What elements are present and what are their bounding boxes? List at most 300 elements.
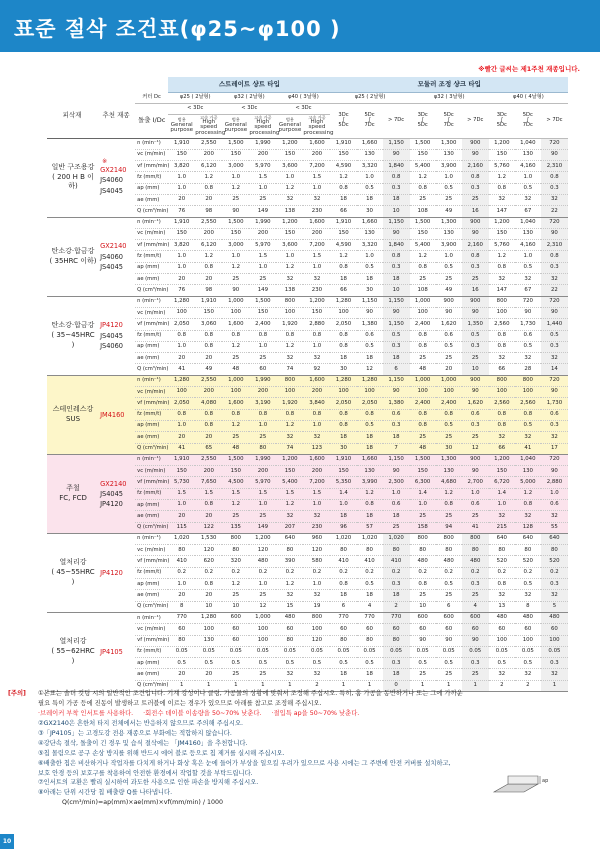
table-cell: 18: [383, 590, 410, 601]
table-cell: 18: [357, 194, 383, 205]
material-line: 주철: [66, 484, 80, 493]
table-cell: 100: [168, 387, 195, 398]
table-cell: 1,840: [383, 240, 410, 251]
table-cell: 100: [489, 307, 515, 318]
param-label: vf (mm/min): [135, 240, 168, 251]
table-cell: 0.05: [462, 646, 489, 657]
table-cell: 1,500: [249, 296, 276, 307]
table-cell: 0.5: [168, 658, 195, 669]
table-cell: 0.3: [541, 579, 568, 590]
table-cell: 32: [515, 669, 541, 680]
param-label: n (min⁻¹): [135, 533, 168, 544]
table-cell: 900: [462, 375, 489, 386]
table-cell: 25: [462, 511, 489, 522]
table-cell: 600: [222, 612, 249, 623]
recommended-grades: [97, 454, 135, 533]
grade-name: JM4160: [100, 410, 125, 419]
param-label: Q (cm³/min): [135, 206, 168, 217]
table-cell: 25: [436, 274, 462, 285]
table-cell: 800: [436, 533, 462, 544]
table-cell: 25: [222, 669, 249, 680]
param-label: Q (cm³/min): [135, 443, 168, 454]
table-cell: 5,970: [249, 161, 276, 172]
table-cell: 130: [515, 466, 541, 477]
table-cell: 150: [330, 466, 356, 477]
note-1: ①본표는 솔더 컷팅 시의 일반적인 조건입니다. 기계 강성이나 클링, 가공물의 상황에 맞춰서 조정해 주십시오. 특히, 홈 가공을 동반하거나 또는 그에 가까운: [38, 690, 463, 697]
table-cell: 200: [249, 466, 276, 477]
header-sub-ko: 고속 가공: [308, 114, 326, 120]
table-cell: 25: [410, 353, 436, 364]
table-cell: 32: [276, 194, 303, 205]
table-cell: 67: [515, 285, 541, 296]
table-cell: 18: [383, 194, 410, 205]
table-cell: 1.0: [168, 500, 195, 511]
material-line: 탄소강·합금강: [51, 321, 95, 329]
table-cell: 100: [489, 635, 515, 646]
table-cell: 1.0: [222, 251, 249, 262]
table-cell: 32: [515, 194, 541, 205]
table-cell: 200: [195, 149, 222, 160]
header-sub-en: High speed processing: [195, 118, 226, 136]
table-cell: 10: [195, 601, 222, 612]
table-cell: 0.3: [383, 579, 410, 590]
ld-text: 5Dc: [443, 111, 454, 118]
table-cell: 1.0: [222, 172, 249, 183]
table-cell: 55: [541, 522, 568, 533]
table-cell: 1: [541, 680, 568, 691]
table-cell: 32: [515, 432, 541, 443]
table-cell: 18: [357, 443, 383, 454]
table-cell: 1.0: [462, 488, 489, 499]
table-cell: 1,910: [330, 454, 356, 465]
table-cell: 0.5: [222, 658, 249, 669]
table-cell: 25: [249, 432, 276, 443]
table-cell: 25: [410, 274, 436, 285]
table-cell: 1,300: [436, 138, 462, 149]
table-cell: 1.2: [195, 251, 222, 262]
table-cell: 90: [541, 307, 568, 318]
table-cell: 1,020: [330, 533, 356, 544]
table-cell: 32: [541, 511, 568, 522]
recommended-grade-note: ※빨간 글씨는 제1주천 재종입니다.: [478, 65, 580, 73]
table-cell: 25: [462, 590, 489, 601]
table-cell: 1: [222, 680, 249, 691]
table-cell: 2,880: [541, 477, 568, 488]
table-cell: 0.5: [249, 658, 276, 669]
table-cell: 2,050: [168, 319, 195, 330]
grade-name: JS4045: [100, 331, 123, 340]
table-cell: 1,150: [383, 138, 410, 149]
recommended-grades: [97, 296, 135, 375]
table-cell: 41: [168, 364, 195, 375]
table-cell: 25: [222, 590, 249, 601]
table-cell: 60: [357, 624, 383, 635]
table-cell: 1.5: [168, 488, 195, 499]
table-cell: 149: [249, 206, 276, 217]
table-cell: 100: [357, 387, 383, 398]
material-line: ( 55~62HRC ): [51, 647, 95, 665]
table-cell: 1,910: [330, 217, 356, 228]
table-cell: 96: [330, 522, 356, 533]
table-cell: 1.0: [541, 488, 568, 499]
material-line: SUS: [66, 414, 81, 423]
table-cell: 60: [515, 624, 541, 635]
table-cell: 0.5: [357, 579, 383, 590]
table-cell: 80: [276, 545, 303, 556]
table-cell: 1,040: [515, 138, 541, 149]
table-cell: 150: [168, 466, 195, 477]
workpiece-material: [47, 612, 97, 691]
table-cell: 1,600: [303, 454, 330, 465]
table-cell: 0.3: [462, 579, 489, 590]
table-cell: 138: [276, 206, 303, 217]
header-straight-ld: < 3Dc: [168, 103, 222, 114]
workpiece-material: [47, 454, 97, 533]
table-cell: 12: [357, 364, 383, 375]
table-cell: 0.3: [462, 341, 489, 352]
table-cell: 100: [515, 387, 541, 398]
table-cell: 120: [249, 545, 276, 556]
table-cell: 120: [195, 545, 222, 556]
table-cell: 135: [222, 522, 249, 533]
table-cell: 0.8: [330, 420, 356, 431]
table-cell: 5,350: [330, 477, 356, 488]
param-label: fz (mm/t): [135, 646, 168, 657]
table-cell: 3,900: [436, 161, 462, 172]
table-cell: 0.6: [436, 330, 462, 341]
header-modular-shank: 모듈러 조정 샹크 타입: [330, 77, 568, 92]
table-cell: 1,440: [541, 319, 568, 330]
param-label: vf (mm/min): [135, 477, 168, 488]
table-cell: 80: [357, 545, 383, 556]
table-cell: 0.8: [222, 409, 249, 420]
table-cell: 1,380: [383, 398, 410, 409]
table-cell: 25: [410, 669, 436, 680]
table-cell: 2: [383, 601, 410, 612]
table-cell: 25: [249, 274, 276, 285]
table-cell: 1,990: [249, 138, 276, 149]
table-cell: 150: [410, 149, 436, 160]
table-cell: 60: [410, 624, 436, 635]
table-cell: 41: [515, 443, 541, 454]
table-cell: 1.2: [276, 579, 303, 590]
table-cell: 32: [303, 669, 330, 680]
table-cell: 25: [462, 274, 489, 285]
table-cell: 108: [410, 206, 436, 217]
table-cell: 0.2: [436, 567, 462, 578]
grade-name: JS4060: [100, 252, 123, 261]
table-cell: 90: [541, 228, 568, 239]
note-3: ③「JP4105」는 고경도강 전용 재종으로 부화에는 적합하지 않습니다.: [38, 729, 232, 737]
table-cell: 1.0: [357, 172, 383, 183]
table-cell: 20: [195, 353, 222, 364]
table-cell: 520: [541, 556, 568, 567]
table-cell: 900: [462, 454, 489, 465]
table-cell: 1.5: [222, 488, 249, 499]
table-cell: 1,730: [541, 398, 568, 409]
table-cell: 8: [515, 601, 541, 612]
table-cell: 1,730: [515, 319, 541, 330]
table-cell: 200: [303, 228, 330, 239]
header-general-purpose: [168, 114, 195, 138]
header-ld-over7: > 7Dc: [383, 103, 410, 138]
table-cell: 66: [489, 443, 515, 454]
table-cell: 480: [249, 556, 276, 567]
param-label: ae (mm): [135, 353, 168, 364]
param-label: n (min⁻¹): [135, 612, 168, 623]
table-cell: 76: [168, 206, 195, 217]
table-cell: 130: [436, 228, 462, 239]
table-cell: 32: [276, 590, 303, 601]
table-cell: 7,650: [195, 477, 222, 488]
header-ld-5to7: [515, 103, 541, 138]
header-sub-en: General purpose: [224, 121, 248, 134]
table-cell: 1,200: [489, 217, 515, 228]
table-cell: 5,970: [249, 477, 276, 488]
table-cell: 520: [489, 556, 515, 567]
table-cell: 0.8: [410, 409, 436, 420]
table-cell: 2,310: [541, 161, 568, 172]
table-cell: 0.3: [541, 341, 568, 352]
table-cell: 49: [436, 206, 462, 217]
table-cell: 0.6: [515, 330, 541, 341]
note-5: ⑤칩 몰림으로 공구 손상 방지를 위해 반드시 에어 블로 등으로 칩 제거를 실시해 주십시오.: [38, 749, 285, 757]
table-cell: 1,600: [303, 138, 330, 149]
table-cell: 80: [168, 635, 195, 646]
table-cell: 0.8: [330, 330, 356, 341]
grade-mark: ※: [102, 158, 108, 166]
table-cell: 1.0: [303, 500, 330, 511]
table-cell: 0.8: [276, 409, 303, 420]
table-cell: 5,970: [249, 240, 276, 251]
table-cell: 90: [383, 466, 410, 477]
table-cell: 2: [489, 680, 515, 691]
table-cell: 1.2: [515, 488, 541, 499]
table-cell: 12: [462, 443, 489, 454]
table-cell: 600: [436, 612, 462, 623]
table-cell: 1.2: [276, 420, 303, 431]
table-cell: 0.3: [383, 658, 410, 669]
table-cell: 0.05: [541, 646, 568, 657]
table-cell: 80: [383, 545, 410, 556]
ld-text: 5Dc: [338, 122, 349, 129]
table-cell: 1,500: [410, 138, 436, 149]
table-cell: 1.2: [222, 183, 249, 194]
table-cell: 1,840: [383, 161, 410, 172]
ld-text: 5Dc: [364, 111, 375, 118]
table-cell: 1,000: [436, 375, 462, 386]
table-cell: 0.2: [276, 567, 303, 578]
table-cell: 19: [303, 601, 330, 612]
table-cell: 150: [330, 228, 356, 239]
header-ld-over7: > 7Dc: [541, 103, 568, 138]
table-cell: 1,910: [168, 138, 195, 149]
table-cell: 100: [222, 307, 249, 318]
table-cell: 2: [303, 680, 330, 691]
table-cell: 1,990: [249, 375, 276, 386]
table-cell: 60: [541, 624, 568, 635]
table-cell: 0.8: [515, 500, 541, 511]
table-cell: 1,600: [303, 375, 330, 386]
q-formula: Q(cm³/min)=ap(mm)×ae(mm)×vf(mm/min) / 1000: [62, 799, 224, 807]
table-cell: 0.2: [489, 567, 515, 578]
header-sub-ko: 범용: [231, 117, 240, 123]
param-label: fz (mm/t): [135, 567, 168, 578]
page-number: 10: [0, 834, 14, 849]
param-label: ae (mm): [135, 511, 168, 522]
cutting-depth-diagram: [490, 762, 550, 800]
table-cell: 1.2: [222, 341, 249, 352]
table-cell: 800: [276, 375, 303, 386]
table-cell: 1: [330, 680, 356, 691]
table-cell: 32: [303, 274, 330, 285]
table-cell: 18: [357, 432, 383, 443]
table-cell: 25: [462, 353, 489, 364]
table-cell: 100: [303, 624, 330, 635]
table-cell: 80: [489, 545, 515, 556]
table-cell: 18: [383, 274, 410, 285]
table-cell: 0.3: [541, 420, 568, 431]
table-cell: 1,300: [436, 217, 462, 228]
table-cell: 3,820: [168, 240, 195, 251]
table-cell: 1,000: [249, 612, 276, 623]
header-ld-over7: > 7Dc: [462, 103, 489, 138]
param-label: vc (m/min): [135, 466, 168, 477]
table-cell: 32: [541, 432, 568, 443]
table-cell: 640: [276, 533, 303, 544]
table-cell: 20: [168, 194, 195, 205]
param-label: vf (mm/min): [135, 319, 168, 330]
table-cell: 0.5: [436, 420, 462, 431]
table-cell: 20: [168, 274, 195, 285]
table-cell: 2,160: [462, 240, 489, 251]
header-sub-en: General purpose: [170, 121, 194, 134]
table-cell: 150: [222, 466, 249, 477]
grade-name: JP4120: [100, 568, 123, 577]
table-cell: 1.5: [249, 488, 276, 499]
table-cell: 640: [541, 533, 568, 544]
table-cell: 10: [383, 206, 410, 217]
param-label: fz (mm/t): [135, 251, 168, 262]
table-cell: 138: [276, 285, 303, 296]
table-cell: 100: [222, 387, 249, 398]
table-cell: 0.8: [489, 420, 515, 431]
table-cell: 66: [330, 285, 356, 296]
table-cell: 122: [195, 522, 222, 533]
table-cell: 1: [249, 680, 276, 691]
workpiece-material: [47, 138, 97, 217]
table-cell: 1,020: [168, 533, 195, 544]
table-cell: 410: [357, 556, 383, 567]
material-line: ( 200 H B 이하): [52, 172, 94, 191]
material-line: 열처리강: [59, 558, 87, 567]
table-cell: 1.2: [410, 251, 436, 262]
table-row: [47, 138, 568, 149]
table-cell: 90: [462, 307, 489, 318]
table-cell: 150: [489, 466, 515, 477]
table-cell: 100: [276, 307, 303, 318]
table-row: [47, 612, 568, 623]
table-cell: 90: [410, 635, 436, 646]
table-cell: 8: [168, 601, 195, 612]
table-row: [47, 217, 568, 228]
table-cell: 15: [276, 601, 303, 612]
table-cell: 0.8: [357, 500, 383, 511]
header-modular-dia: φ32 ( 3날형): [410, 92, 489, 103]
table-cell: 410: [383, 556, 410, 567]
table-cell: 1.5: [303, 251, 330, 262]
table-cell: 0.05: [357, 646, 383, 657]
table-cell: 60: [489, 624, 515, 635]
table-cell: 147: [489, 206, 515, 217]
table-cell: 390: [276, 556, 303, 567]
table-cell: 25: [436, 432, 462, 443]
table-cell: 150: [410, 466, 436, 477]
table-cell: 0.8: [330, 262, 356, 273]
table-cell: 32: [541, 194, 568, 205]
table-cell: 0.8: [357, 409, 383, 420]
table-cell: 49: [195, 364, 222, 375]
table-cell: 5: [541, 601, 568, 612]
table-cell: 480: [410, 556, 436, 567]
table-cell: 0.5: [330, 658, 356, 669]
table-cell: 25: [436, 669, 462, 680]
table-cell: 0.6: [541, 500, 568, 511]
table-cell: 0.5: [357, 420, 383, 431]
table-cell: 90: [541, 149, 568, 160]
header-ld-3to5: [330, 103, 356, 138]
table-cell: 1.2: [222, 500, 249, 511]
table-cell: 0.5: [357, 262, 383, 273]
table-cell: 32: [303, 194, 330, 205]
table-cell: 800: [489, 375, 515, 386]
table-cell: 900: [436, 296, 462, 307]
table-cell: 25: [436, 511, 462, 522]
cut-layer-shape: [508, 776, 538, 784]
table-cell: 1,020: [357, 533, 383, 544]
table-cell: 0.8: [330, 183, 356, 194]
table-cell: 60: [249, 364, 276, 375]
table-cell: 480: [515, 612, 541, 623]
table-cell: 18: [330, 511, 356, 522]
table-cell: 30: [330, 364, 356, 375]
table-cell: 1.4: [410, 488, 436, 499]
table-cell: 1,660: [357, 138, 383, 149]
table-cell: 1: [357, 680, 383, 691]
table-cell: 1: [168, 680, 195, 691]
table-cell: 0.8: [249, 409, 276, 420]
table-cell: 5,730: [168, 477, 195, 488]
table-cell: 90: [357, 307, 383, 318]
note-6b: 보호 안경 등의 보호구를 착용하여 안전한 환경에서 작업할 것을 부탁드립니다.: [38, 769, 253, 777]
table-cell: 0.8: [383, 251, 410, 262]
param-label: fz (mm/t): [135, 488, 168, 499]
table-cell: 18: [330, 274, 356, 285]
table-cell: 90: [383, 307, 410, 318]
table-cell: 0.8: [489, 341, 515, 352]
table-cell: 1: [195, 680, 222, 691]
header-ld-5to7: [436, 103, 462, 138]
table-cell: 90: [462, 149, 489, 160]
table-cell: 0.6: [541, 409, 568, 420]
table-cell: 0.8: [195, 341, 222, 352]
table-cell: 770: [330, 612, 356, 623]
table-cell: 0.8: [330, 579, 356, 590]
material-line: 탄소강·합금강: [51, 246, 95, 255]
table-cell: 0.3: [462, 658, 489, 669]
table-cell: 0.8: [249, 330, 276, 341]
table-cell: 18: [383, 669, 410, 680]
